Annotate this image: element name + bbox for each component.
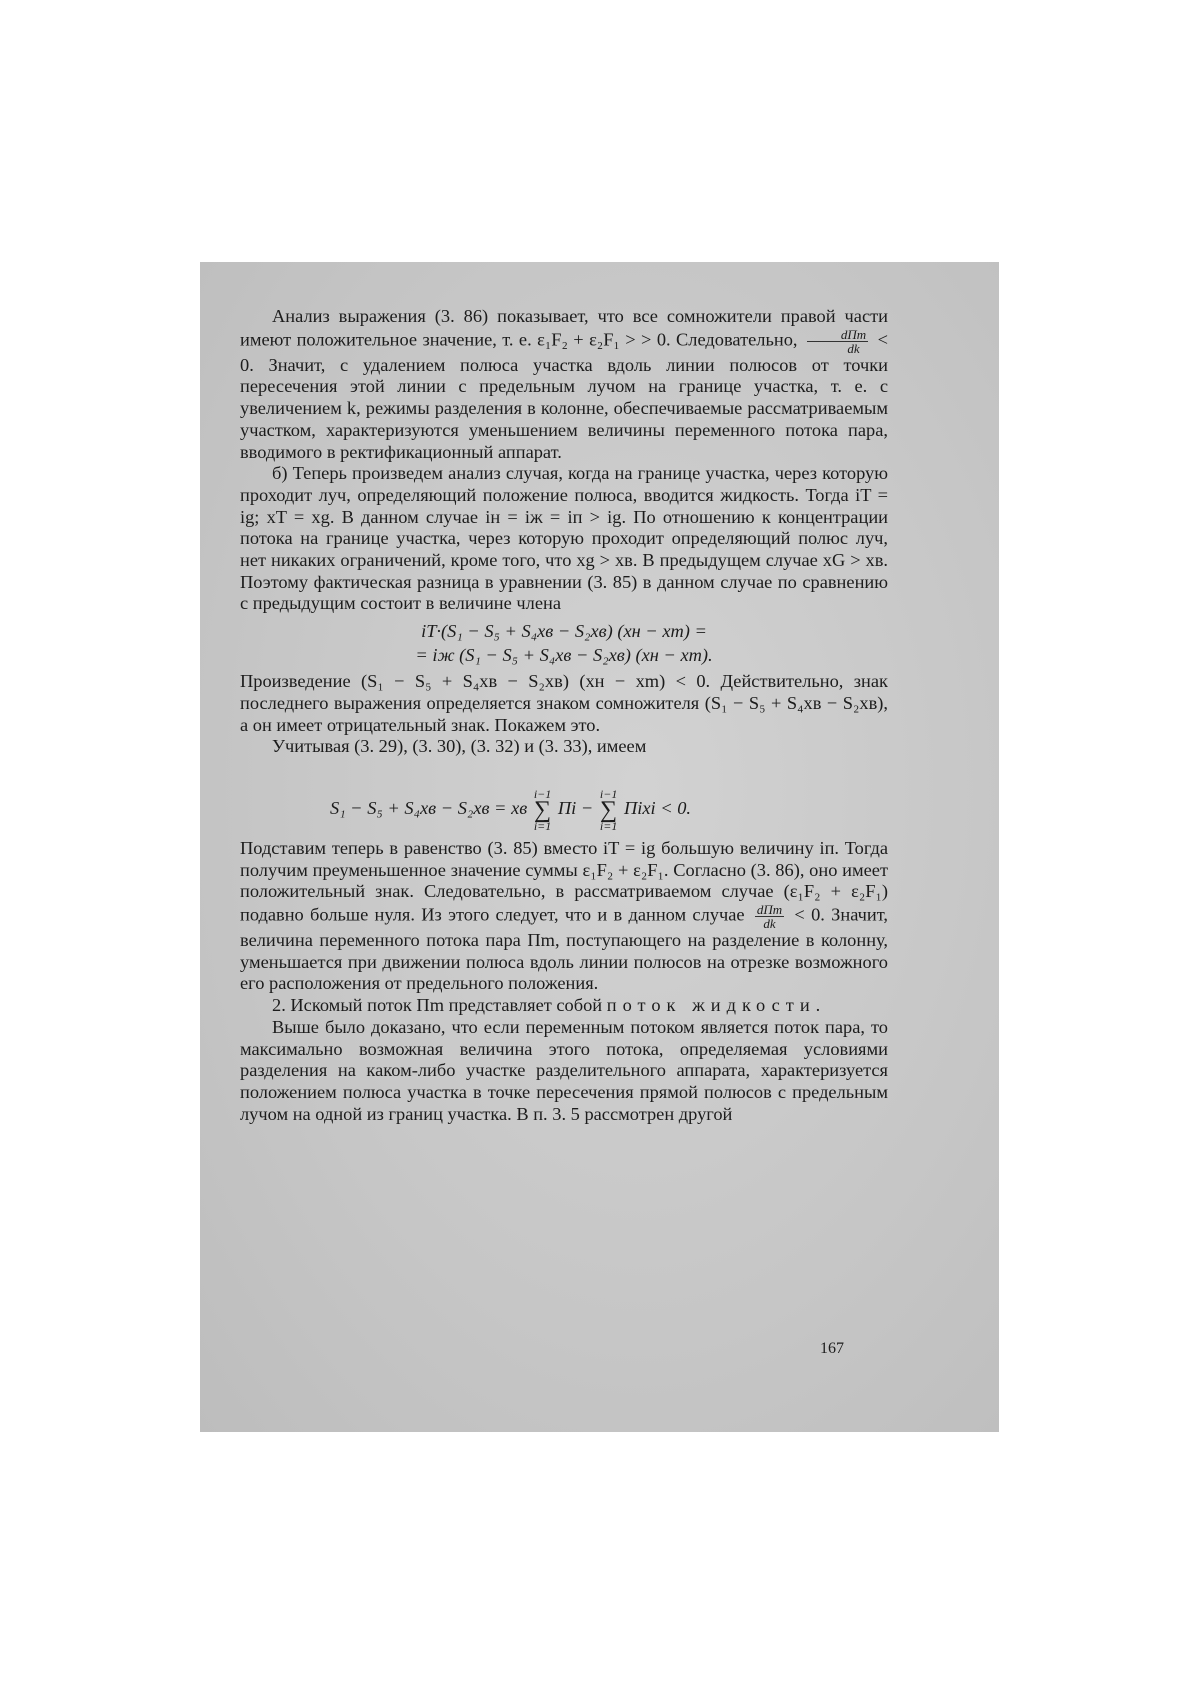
fraction-numerator: dΠm xyxy=(807,328,868,342)
paragraph-1-text-b: > 0. Следовательно, xyxy=(641,329,798,350)
equation-2-right: Πixi < 0. xyxy=(623,798,691,819)
sum-1-lower-limit: i=1 xyxy=(533,818,552,833)
paragraph-1 xyxy=(240,306,888,463)
equation-2-body xyxy=(330,788,691,832)
paragraph-6 xyxy=(240,995,888,1017)
paragraph-5-text-a: Подставим теперь в равенство (3. 85) вместо iT = ig большую величину iп. Тогда получим преуменьшенное значение суммы ε₁F₂ + ε₂F₁. Согласно (3. 86), оно имеет положительный знак. Следовательно, в рассматриваемом случае (ε₁F₂ + ε₂F₁) подавно больше нуля. Из этого следует, что и в данном случае xyxy=(240,837,888,925)
sum-2-lower-limit: i=1 xyxy=(599,818,618,833)
sum-1-upper-limit: i−1 xyxy=(533,786,552,801)
paragraph-6-text: 2. Искомый поток Πm представляет собой xyxy=(272,995,603,1016)
paragraph-5-text-b: < 0. Значит, величина переменного потока пара Πm, поступающего на разделение в колонну, уменьшается при движении полюса вдоль линии полюсов на отрезке возможного его расположения от предельного положения. xyxy=(240,904,888,994)
paragraph-4: Учитывая (3. 29), (3. 30), (3. 32) и (3. 33), имеем xyxy=(272,736,647,757)
derivative-fraction-2 xyxy=(755,903,784,930)
paragraph-1-text-a: Анализ выражения (3. 86) показывает, что все сомножители правой части имеют положительное значение, т. е. ε₁F₂ + ε₂F₁ > xyxy=(240,306,888,350)
paragraph-7: Выше было доказано, что если переменным потоком является поток пара, то максимально возможная величина этого потока, определяемая условиями разделения на каком-либо участке разделительного аппарата, характеризуется положением полюса участка в точке пересечения прямой полюсов с предельным лучом на одной из границ участка. В п. 3. 5 рассмотрен другой xyxy=(240,1016,888,1124)
equation-1-line-2: = iж (S₁ − S₅ + S₄xв − S₂xв) (xн − xm). xyxy=(415,645,713,666)
equation-1 xyxy=(240,619,888,667)
equation-2-middle: Πi − xyxy=(557,798,594,819)
derivative-fraction-1 xyxy=(807,328,868,355)
fraction-denominator: dk xyxy=(763,916,776,932)
paragraph-5 xyxy=(240,838,888,995)
equation-1-line-1: iT·(S₁ − S₅ + S₄xв − S₂xв) (xн − xm) = xyxy=(421,621,707,642)
paragraph-1-text-c: < 0. Значит, с удалением полюса участка вдоль линии полюсов от точки пересечения этой линии с предельным лучом на границе участка, т. е. с увеличением k, режимы разделения в колонне, обеспечиваемые рассматриваемым участком, характеризуются уменьшением величины переменного потока пара, вводимого в ректификационный аппарат. xyxy=(240,329,888,462)
page-number: 167 xyxy=(820,1340,844,1357)
sum-operator-1 xyxy=(534,788,551,832)
sum-operator-2 xyxy=(600,788,617,832)
sigma-icon: ∑ xyxy=(533,796,552,823)
paragraph-2: б) Теперь произведем анализ случая, когда на границе участка, через которую проходит луч, определяющий положение полюса, вводится жидкость. Тогда iT = ig; xT = xg. В данном случае iн = iж = iп > ig. По отношению к концентрации потока на границе участка, через которую проходит определяющий полюс луч, нет никаких ограничений, кроме того, что xg > xв. В предыдущем случае xG > xв. Поэтому фактическая разница в уравнении (3. 85) в данном случае по сравнению с предыдущим состоит в величине члена xyxy=(240,463,888,614)
fraction-denominator: dk xyxy=(847,340,860,356)
page-text xyxy=(240,306,888,1125)
fraction-numerator: dΠm xyxy=(756,902,783,918)
equation-2 xyxy=(240,766,888,833)
sigma-icon: ∑ xyxy=(600,796,618,823)
scanned-page xyxy=(200,262,999,1432)
equation-2-left: S₁ − S₅ + S₄xв − S₂xв = xв xyxy=(330,798,528,819)
paragraph-3: Произведение (S₁ − S₅ + S₄xв − S₂xв) (xн − xm) < 0. Действительно, знак последнего выражения определяется знаком сомножителя (S₁ − S₅ + S₄xв − S₂xв), а он имеет отрицательный знак. Покажем это. xyxy=(240,671,888,735)
paragraph-6-spaced-text: поток жидкости. xyxy=(606,995,827,1016)
sum-2-upper-limit: i−1 xyxy=(599,786,618,801)
